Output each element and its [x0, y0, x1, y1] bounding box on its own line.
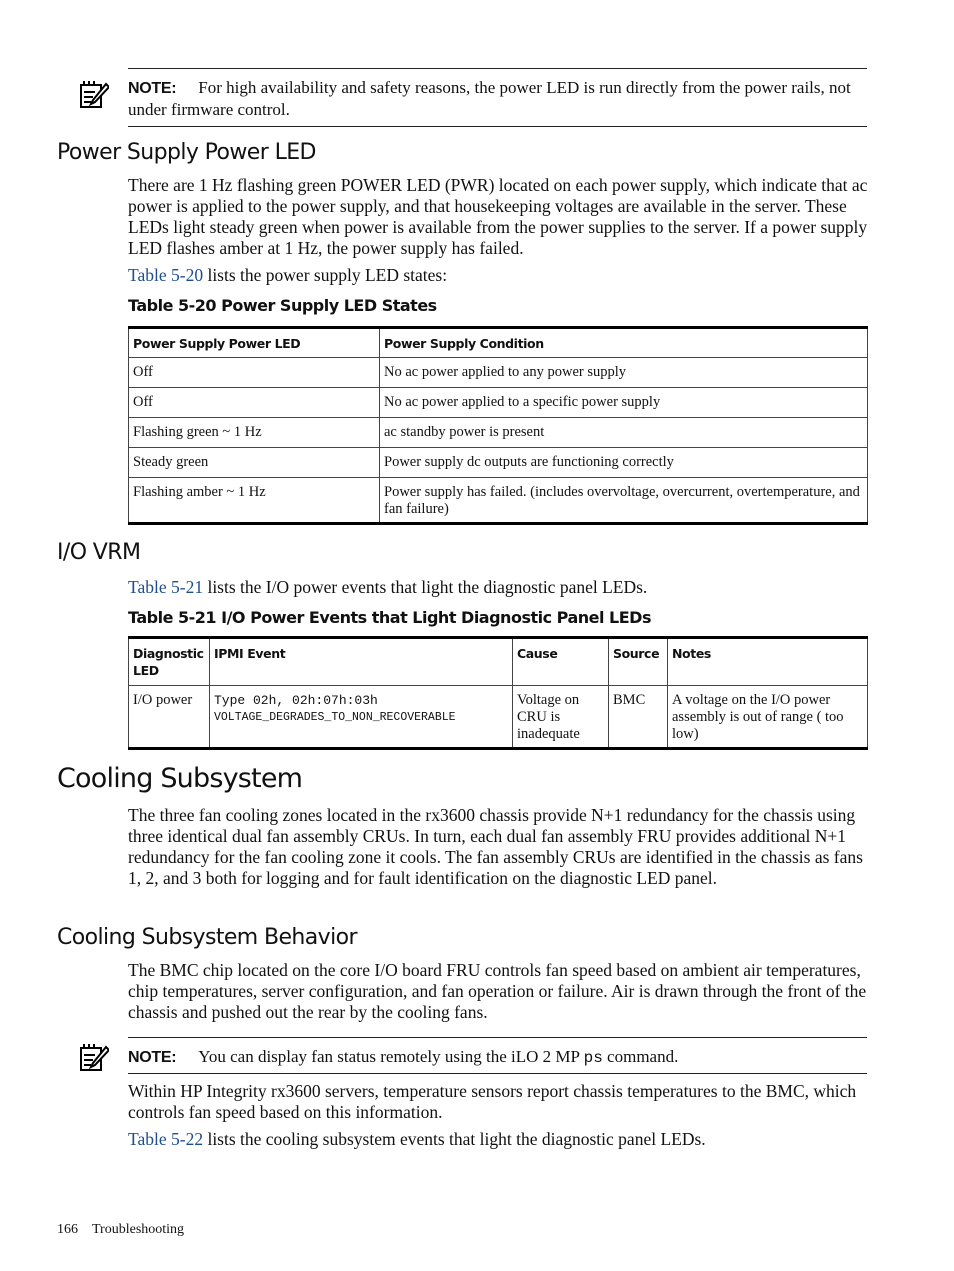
paragraph-cooling: The three fan cooling zones located in the rx3600 chassis provide N+1 redundancy for the chassis using three identical dual fan assembly CRUs. In turn, each dual fan assembly FRU provides additional N+1 redundancy for the fan cooling zone it cools. The fan assembly CRUs are identified in the chassis as fans 1, 2, and 3 both for logging and for fault identification on the diagnostic LED panel.: [128, 805, 863, 888]
section-heading-cooling-behavior: Cooling Subsystem Behavior: [57, 925, 357, 950]
note-icon: [79, 1043, 109, 1073]
table-io-power-events: [128, 636, 868, 750]
table-caption-5-21: Table 5-21 I/O Power Events that Light Diagnostic Panel LEDs: [128, 608, 651, 627]
section-heading-cooling-subsystem: Cooling Subsystem: [57, 763, 303, 794]
note-box: [128, 1037, 867, 1074]
paragraph-cooling-behavior: The BMC chip located on the core I/O board FRU controls fan speed based on ambient air temperatures, chip temperatures, server configuration, and fan operation or failure. Air is drawn through the front of the chassis and pushed out the rear by the cooling fans.: [128, 960, 867, 1022]
column-header: Power Supply Power LED: [129, 328, 380, 358]
section-heading-power-supply-led: Power Supply Power LED: [57, 140, 316, 165]
note-text: You can display fan status remotely using the iLO 2 MP: [198, 1047, 584, 1066]
section-heading-io-vrm: I/O VRM: [57, 540, 141, 565]
paragraph-psu-intro: There are 1 Hz flashing green POWER LED (PWR) located on each power supply, which indicate that ac power is applied to the power supply, and that housekeeping voltages are available in the server. These LEDs light steady green when power is available from the power supplies to the server. If a power supply LED flashes amber at 1 Hz, the power supply has failed.: [128, 175, 868, 258]
note-label: NOTE:: [128, 80, 177, 97]
table-power-supply-led-states: [128, 326, 868, 525]
table-cell: Steady green: [129, 448, 380, 478]
table-cell: No ac power applied to a specific power supply: [380, 388, 868, 418]
note-label: NOTE:: [128, 1049, 177, 1066]
column-header: Cause: [513, 638, 609, 686]
table-5-22-link[interactable]: Table 5-22: [128, 1129, 204, 1149]
table-ref-text: lists the power supply LED states:: [203, 265, 448, 285]
table-cell: Off: [129, 358, 380, 388]
table-cell: ac standby power is present: [380, 418, 868, 448]
table-cell-event: [210, 686, 513, 749]
table-cell: Power supply dc outputs are functioning correctly: [380, 448, 868, 478]
table-cell: No ac power applied to any power supply: [380, 358, 868, 388]
event-name: VOLTAGE_DEGRADES_TO_NON_RECOVERABLE: [214, 711, 456, 724]
note-icon: [79, 80, 109, 110]
paragraph-temperature-sensors: Within HP Integrity rx3600 servers, temperature sensors report chassis temperatures to the BMC, which controls fan speed based on this information.: [128, 1081, 857, 1122]
note-text: For high availability and safety reasons, the power LED is run directly from the power rails, not under firmware control.: [128, 78, 851, 119]
table-cell-cause: Voltage on CRU is inadequate: [513, 686, 609, 749]
table-row: [129, 418, 868, 448]
footer-section: Troubleshooting: [92, 1222, 185, 1237]
paragraph-table-ref-21: [128, 577, 868, 598]
table-row: [129, 358, 868, 388]
event-code: Type 02h, 02h:07h:03h: [214, 693, 378, 708]
note-text-end: command.: [602, 1047, 679, 1066]
table-ref-text: lists the I/O power events that light the diagnostic panel LEDs.: [203, 577, 648, 597]
table-cell-notes: A voltage on the I/O power assembly is out of range ( too low): [668, 686, 868, 749]
table-5-20-link[interactable]: Table 5-20: [128, 265, 204, 285]
paragraph-table-ref-22: [128, 1129, 868, 1150]
column-header: Notes: [668, 638, 868, 686]
table-row: [129, 388, 868, 418]
table-row: [129, 478, 868, 524]
column-header: Source: [609, 638, 668, 686]
note-box: [128, 68, 867, 127]
table-5-21-link[interactable]: Table 5-21: [128, 577, 204, 597]
table-cell-source: BMC: [609, 686, 668, 749]
column-header: Power Supply Condition: [380, 328, 868, 358]
table-row: [129, 686, 868, 749]
command-code: ps: [583, 1049, 603, 1067]
column-header: IPMI Event: [210, 638, 513, 686]
table-header-row: [129, 638, 868, 686]
table-cell: Flashing amber ~ 1 Hz: [129, 478, 380, 524]
table-cell: Off: [129, 388, 380, 418]
table-cell: Flashing green ~ 1 Hz: [129, 418, 380, 448]
table-header-row: [129, 328, 868, 358]
column-header: Diagnostic LED: [129, 638, 210, 686]
note-content: [128, 69, 867, 120]
table-ref-text: lists the cooling subsystem events that light the diagnostic panel LEDs.: [203, 1129, 706, 1149]
paragraph-table-ref-20: [128, 265, 868, 286]
table-cell: Power supply has failed. (includes overvoltage, overcurrent, overtemperature, and fan failure): [380, 478, 868, 524]
page-footer: [57, 1222, 184, 1238]
table-cell-led: I/O power: [129, 686, 210, 749]
page-number: 166: [57, 1222, 78, 1237]
table-row: [129, 448, 868, 478]
table-caption-5-20: Table 5-20 Power Supply LED States: [128, 296, 437, 315]
note-content: [128, 1038, 867, 1069]
